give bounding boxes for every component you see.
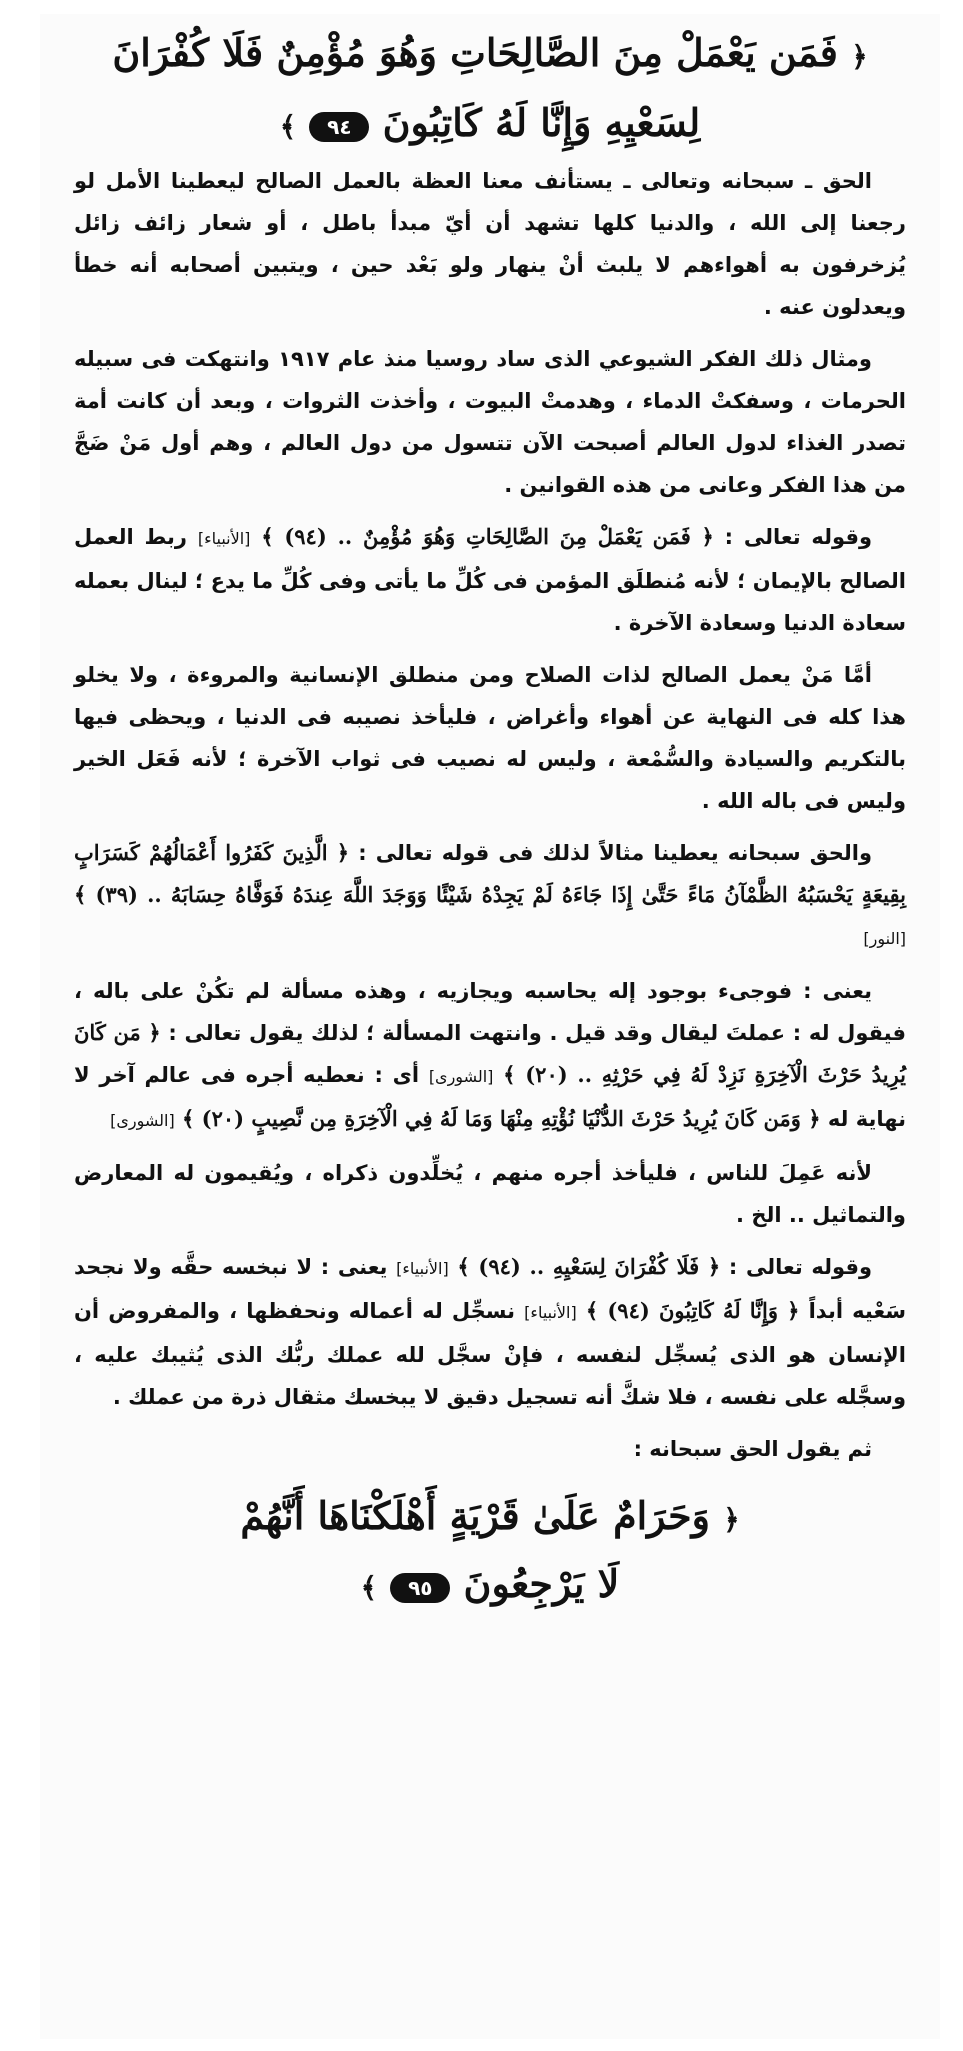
floral-bracket-close-icon: ﴾ [360, 1571, 378, 1604]
paragraph-5-intro: والحق سبحانه يعطينا مثالاً لذلك فى قوله تعالى : [358, 841, 872, 865]
surah-reference: [الأنبياء] [197, 529, 251, 548]
header-verse-line-1 [70, 20, 910, 90]
surah-reference: [الشورى] [428, 1067, 494, 1086]
header-verse [70, 14, 910, 160]
quran-quote: ﴿ فَلَا كُفْرَانَ لِسَعْيِهِ .. (٩٤) ﴾ [457, 1254, 721, 1279]
quran-quote: ﴿ فَمَن يَعْمَلْ مِنَ الصَّالِحَاتِ وَهُوَ مُؤْمِنٌ .. (٩٤) ﴾ [261, 524, 714, 549]
paragraph-1 [74, 160, 906, 328]
footer-verse [40, 1484, 940, 1620]
quran-quote: ﴿ وَإِنَّا لَهُ كَاتِبُونَ (٩٤) ﴾ [585, 1298, 800, 1323]
book-page [40, 14, 940, 2039]
paragraph-5 [74, 832, 906, 960]
verse-number-badge: ٩٥ [390, 1573, 450, 1603]
paragraph-6 [74, 970, 906, 1142]
verse-number-badge: ٩٤ [309, 112, 369, 142]
floral-bracket-open-icon: ﴿ [851, 40, 868, 73]
paragraph-2-text: ومثال ذلك الفكر الشيوعي الذى ساد روسيا منذ عام ١٩١٧ وانتهكت فى سبيله الحرمات ، وسفكتْ الدماء ، وهدمتْ البيوت ، وأخذت الثروات ، وبعد أن كانت أمة تصدر الغذاء لدول العالم أصبحت الآن تتسول من دول العالم ، وهم أول مَنْ ضَجَّ من هذا الفكر وعانى من هذه القوانين . [74, 347, 906, 497]
next-verse-intro: ثم يقول الحق سبحانه : [633, 1437, 872, 1461]
footer-verse-line-1 [40, 1484, 940, 1552]
quran-quote: ﴿ وَمَن كَانَ يُرِيدُ حَرْثَ الدُّنْيَا نُؤْتِهِ مِنْهَا وَمَا لَهُ فِي الْآخِرَةِ مِن نَّصِيبٍ (٢٠) ﴾ [182, 1106, 821, 1131]
surah-reference: [النور] [863, 929, 906, 948]
header-verse-line-2 [70, 90, 910, 160]
header-verse-text-1: فَمَن يَعْمَلْ مِنَ الصَّالِحَاتِ وَهُوَ مُؤْمِنٌ فَلَا كُفْرَانَ [112, 30, 838, 75]
quran-quote: ﴿ الَّذِينَ كَفَرُوا أَعْمَالُهُمْ كَسَرَابٍ بِقِيعَةٍ يَحْسَبُهُ الظَّمْآنُ مَاءً حَتَّىٰ إِذَا جَاءَهُ لَمْ يَجِدْهُ شَيْئًا وَوَجَدَ اللَّهَ عِندَهُ فَوَفَّاهُ حِسَابَهُ .. (٣٩) ﴾ [74, 840, 906, 907]
paragraph-8-intro: وقوله تعالى : [728, 1255, 873, 1279]
footer-verse-text-2: لَا يَرْجِعُونَ [463, 1561, 620, 1606]
paragraph-8-text-end: نسجِّل له أعماله ونحفظها ، والمفروض أن الإنسان هو الذى يُسجِّل لنفسه ، فإنْ سجَّل لله عملك ربُّك الذى يُثيبك عليه ، وسجَّله على نفسه ، فلا شكَّ أنه تسجيل دقيق لا يبخسك مثقال ذرة من عملك . [74, 1299, 906, 1409]
paragraph-2 [74, 338, 906, 506]
paragraph-4-text: أمَّا مَنْ يعمل الصالح لذات الصلاح ومن منطلق الإنسانية والمروءة ، ولا يخلو هذا كله فى النهاية عن أهواء وأغراض ، فليأخذ نصيبه فى الدنيا ، ويحظى فيها بالتكريم والسيادة والسُّمْعة ، وليس له نصيب فى ثواب الآخرة ؛ لأنه فَعَل الخير وليس فى باله الله . [74, 663, 906, 813]
paragraph-6-intro: يعنى : فوجىء بوجود إله يحاسبه ويجازيه ، وهذه مسألة لم تكُنْ على باله ، فيقول له : عملتَ ليقال وقد قيل . وانتهت المسألة ؛ لذلك يقول تعالى : [74, 979, 906, 1045]
paragraph-8-text: يعنى : لا نبخسه حقَّه ولا نجحد سَعْيه أبداً [74, 1255, 906, 1323]
paragraph-8 [74, 1246, 906, 1418]
paragraph-3 [74, 516, 906, 644]
surah-reference: [الشورى] [110, 1111, 175, 1130]
floral-bracket-close-icon: ﴾ [279, 110, 297, 143]
commentary-body [74, 160, 906, 1418]
surah-reference: [الأنبياء] [524, 1303, 577, 1322]
surah-reference: [الأنبياء] [396, 1259, 449, 1278]
floral-bracket-open-icon: ﴿ [723, 1503, 740, 1536]
paragraph-7-text: لأنه عَمِلَ للناس ، فليأخذ أجره منهم ، يُخلِّدون ذكراه ، ويُقيمون له المعارض والتماثيل .. الخ . [74, 1161, 906, 1227]
paragraph-1-text: الحق ـ سبحانه وتعالى ـ يستأنف معنا العظة بالعمل الصالح ليعطينا الأمل لو رجعنا إلى الله ، والدنيا كلها تشهد أن أيّ مبدأ باطل ، أو شعار زائف زائل يُزخرفون به أهواءهم لا يلبث أنْ ينهار ولو بَعْد حين ، ويتبين أصحابه أنه خطأ ويعدلون عنه . [74, 169, 906, 319]
paragraph-3-text: ربط العمل الصالح بالإيمان ؛ لأنه مُنطلَق المؤمن فى كُلِّ ما يأتى وفى كُلِّ ما يدع ؛ لينال بعمله سعادة الدنيا وسعادة الآخرة . [74, 525, 906, 635]
paragraph-6-text: أى : نعطيه أجره فى عالم آخر لا نهاية له [74, 1063, 906, 1131]
paragraph-7 [74, 1152, 906, 1236]
footer-verse-line-2 [40, 1552, 940, 1620]
paragraph-3-intro: وقوله تعالى : [724, 525, 873, 549]
footer-verse-text-1: وَحَرَامٌ عَلَىٰ قَرْيَةٍ أَهْلَكْنَاهَا أَنَّهُمْ [240, 1493, 710, 1538]
paragraph-4 [74, 654, 906, 822]
quran-quote: ﴿ مَن كَانَ يُرِيدُ حَرْثَ الْآخِرَةِ نَزِدْ لَهُ فِي حَرْثِهِ .. (٢٠) ﴾ [74, 1020, 907, 1087]
header-verse-text-2: لِسَعْيِهِ وَإِنَّا لَهُ كَاتِبُونَ [382, 100, 701, 145]
